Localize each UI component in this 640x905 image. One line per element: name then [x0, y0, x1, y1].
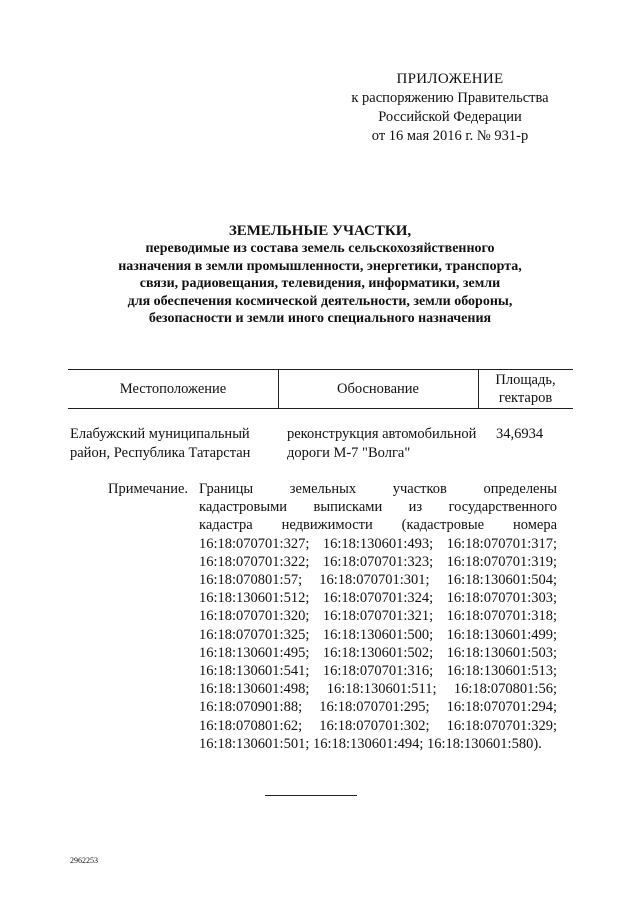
- note-line-10: 16:18:130601:495; 16:18:130601:502; 16:18:130601:503;: [199, 644, 557, 661]
- end-divider: [265, 795, 357, 796]
- subtitle-line-4: для обеспечения космической деятельности, земли обороны,: [127, 293, 513, 309]
- note-line-11: 16:18:130601:541; 16:18:070701:316; 16:18:130601:513;: [199, 663, 557, 680]
- row-location-line-1: Елабужский муниципальный: [70, 426, 250, 442]
- note-line-14: 16:18:070801:62; 16:18:070701:302; 16:18:070701:329;: [199, 717, 557, 734]
- note-line-3: кадастра недвижимости (кадастровые номера: [199, 517, 557, 534]
- document-number: 2962253: [70, 856, 98, 865]
- table-top-rule: [68, 369, 573, 370]
- note-line-7: 16:18:130601:512; 16:18:070701:324; 16:18:070701:303;: [199, 590, 557, 607]
- note-line-13: 16:18:070901:88; 16:18:070701:295; 16:18:070701:294;: [199, 699, 557, 716]
- table-row-basis: [287, 425, 482, 463]
- header-area-line-1: Площадь,: [495, 372, 556, 388]
- subtitle-line-5: безопасности и земли иного специального назначения: [148, 311, 492, 326]
- note-line-12: 16:18:130601:498; 16:18:130601:511; 16:18:070801:56;: [199, 681, 557, 698]
- subtitle-line-3: связи, радиовещания, телевидения, информатики, земли: [139, 276, 501, 291]
- appendix-header: [330, 70, 570, 146]
- document-subtitle: [70, 240, 570, 328]
- appendix-line-2: Российской Федерации: [378, 109, 522, 125]
- header-area: [478, 371, 573, 407]
- note-text: [199, 480, 557, 753]
- note-line-8: 16:18:070701:320; 16:18:070701:321; 16:18:070701:318;: [199, 608, 557, 625]
- note-line-6: 16:18:070801:57; 16:18:070701:301; 16:18:130601:504;: [199, 572, 557, 589]
- subtitle-line-1: переводимые из состава земель сельскохозяйственного: [145, 241, 495, 256]
- note-line-4: 16:18:070701:327; 16:18:130601:493; 16:18:070701:317;: [199, 535, 557, 552]
- table-row-location: [70, 425, 275, 463]
- note-line-5: 16:18:070701:322; 16:18:070701:323; 16:18:070701:319;: [199, 553, 557, 570]
- header-location: Местоположение: [119, 381, 227, 397]
- note-label: Примечание.: [108, 481, 189, 497]
- note-line-9: 16:18:070701:325; 16:18:130601:500; 16:18:130601:499;: [199, 626, 557, 643]
- appendix-line-3: от 16 мая 2016 г. № 931-р: [371, 128, 529, 144]
- note-line-1: Границы земельных участков определены: [199, 481, 557, 497]
- appendix-line-1: к распоряжению Правительства: [351, 90, 549, 106]
- note-line-2: кадастровыми выписками из государственного: [199, 499, 557, 516]
- table-header-bottom-rule: [68, 408, 573, 409]
- subtitle-line-2: назначения в земли промышленности, энергетики, транспорта,: [118, 258, 522, 274]
- row-basis-line-2: дороги М-7 "Волга": [287, 445, 411, 461]
- appendix-title: ПРИЛОЖЕНИЕ: [396, 71, 504, 87]
- document-title: ЗЕМЕЛЬНЫЕ УЧАСТКИ,: [228, 223, 412, 239]
- table-row-area: 34,6934: [496, 426, 544, 442]
- row-basis-line-1: реконструкция автомобильной: [287, 426, 477, 442]
- note-line-15: 16:18:130601:501; 16:18:130601:494; 16:18:130601:580).: [199, 735, 542, 752]
- header-area-line-2: гектаров: [498, 390, 553, 406]
- header-basis: Обоснование: [337, 381, 419, 397]
- row-location-line-2: район, Республика Татарстан: [70, 445, 251, 461]
